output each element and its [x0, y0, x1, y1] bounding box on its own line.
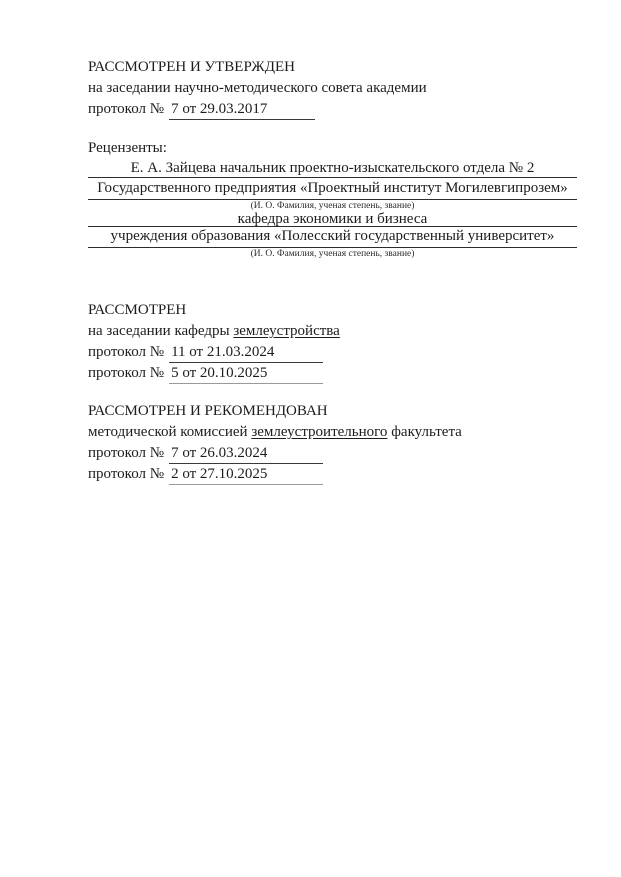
protocol-prefix: протокол № — [88, 101, 165, 117]
approved-heading: РАССМОТРЕН И УТВЕРЖДЕН — [88, 59, 295, 75]
reviewers-section — [88, 138, 577, 260]
protocol-prefix: протокол № — [88, 466, 165, 482]
reviewed-protocol-line-2 — [88, 363, 577, 384]
recommended-protocol-line-1 — [88, 443, 577, 464]
reviewed-subline-prefix: на заседании кафедры — [88, 323, 234, 339]
protocol-prefix: протокол № — [88, 344, 165, 360]
approved-section — [88, 57, 577, 120]
recommended-subline-suffix: факультета — [387, 424, 462, 440]
faculty-name-underlined: землеустроительного — [251, 424, 388, 440]
approved-subline: на заседании научно-методического совета академии — [88, 80, 427, 96]
reviewed-section — [88, 300, 577, 384]
recommended-subline — [88, 422, 577, 443]
recommended-section — [88, 401, 577, 485]
protocol-value-underline: 2 от 27.10.2025 — [169, 465, 323, 485]
recommended-subline-prefix: методической комиссией — [88, 424, 252, 440]
reviewer-institution-line: учреждения образования «Полесский государственный университет» — [88, 227, 577, 248]
document-content — [88, 57, 577, 485]
reviewed-subline — [88, 321, 577, 342]
approved-protocol-line — [88, 99, 577, 120]
recommended-heading: РАССМОТРЕН И РЕКОМЕНДОВАН — [88, 403, 328, 419]
protocol-value-underline: 7 от 26.03.2024 — [169, 444, 323, 464]
protocol-value-underline: 7 от 29.03.2017 — [169, 100, 315, 120]
protocol-prefix: протокол № — [88, 445, 165, 461]
reviewed-protocol-line-1 — [88, 342, 577, 363]
reviewer-organization-line: Государственного предприятия «Проектный институт Могилевгипрозем» — [88, 178, 577, 200]
reviewed-heading: РАССМОТРЕН — [88, 302, 187, 318]
department-name-underlined: землеустройства — [233, 323, 340, 339]
protocol-value-underline: 5 от 20.10.2025 — [169, 364, 323, 384]
reviewer-department-line: кафедра экономики и бизнеса — [88, 212, 577, 227]
signature-caption: (И. О. Фамилия, ученая степень, звание) — [250, 201, 415, 211]
recommended-protocol-line-2 — [88, 464, 577, 485]
reviewer-name-line: Е. А. Зайцева начальник проектно-изыскательского отдела № 2 — [88, 159, 577, 178]
protocol-prefix: протокол № — [88, 365, 165, 381]
protocol-value-underline: 11 от 21.03.2024 — [169, 343, 323, 363]
signature-caption: (И. О. Фамилия, ученая степень, звание) — [250, 249, 415, 259]
reviewers-label: Рецензенты: — [88, 140, 167, 156]
